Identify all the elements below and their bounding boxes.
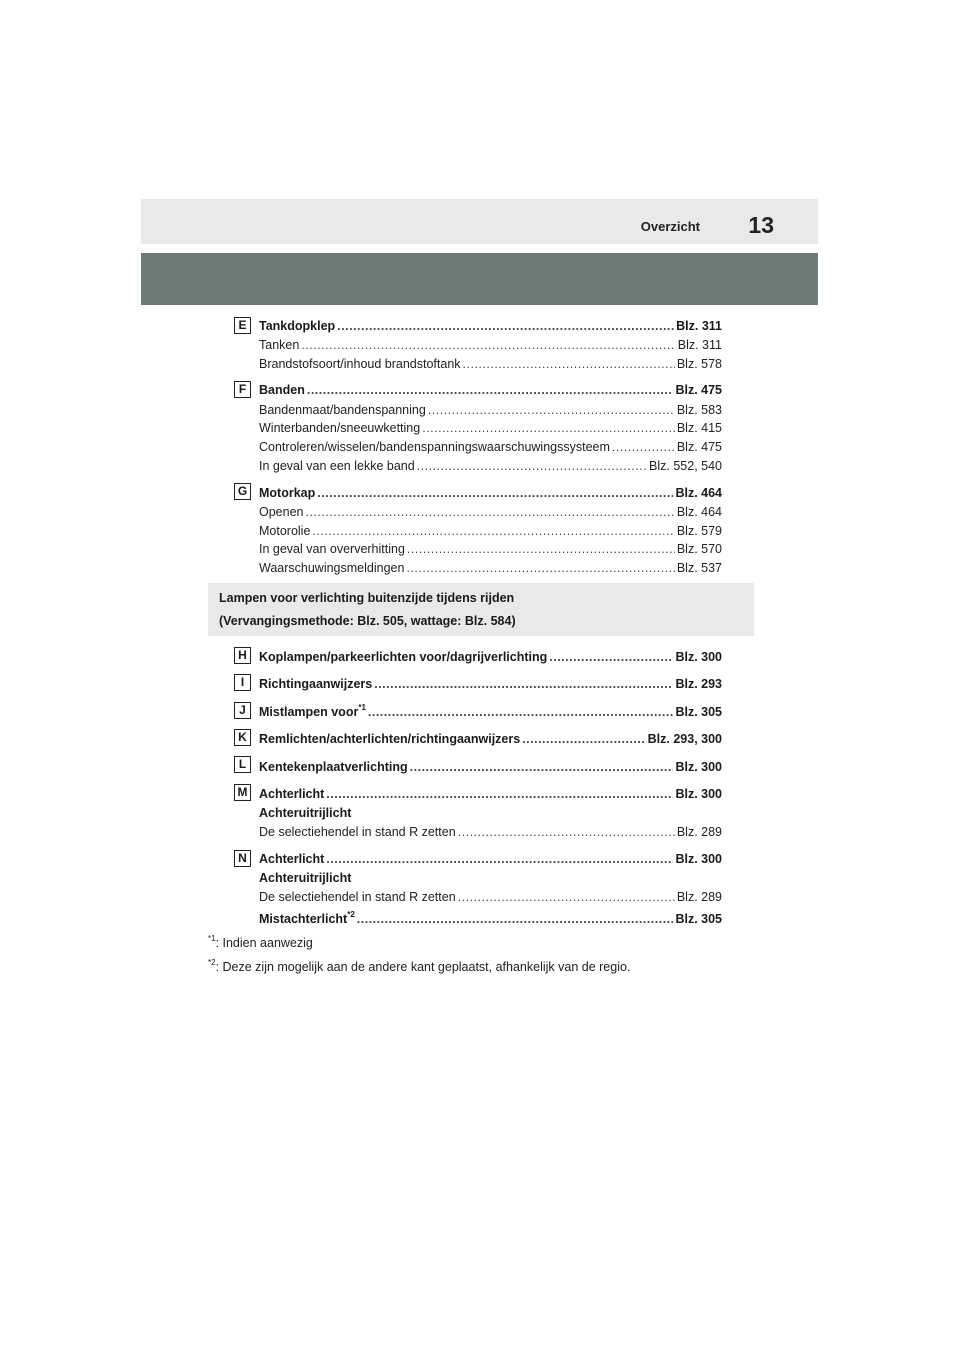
entry-page: Blz. 552, 540 <box>649 459 722 473</box>
leader-dots <box>357 912 674 926</box>
footnote-ref: *2 <box>347 910 355 919</box>
entry-page: Blz. 537 <box>676 561 722 575</box>
entry-label: De selectiehendel in stand R zetten <box>259 825 456 839</box>
entry-main <box>259 912 722 926</box>
entry-main <box>259 760 722 774</box>
footnote-ref: *1 <box>358 703 366 712</box>
section-letter-i: I <box>234 674 251 691</box>
leader-dots <box>368 705 674 719</box>
page-header <box>141 199 818 244</box>
entry-main <box>259 677 722 691</box>
lamps-box-title: Lampen voor verlichting buitenzijde tijdens rijden <box>219 591 515 605</box>
section-letter-f: F <box>234 381 251 398</box>
entry-label: Brandstofsoort/inhoud brandstoftank <box>259 357 461 371</box>
entry-label: Remlichten/achterlichten/richtingaanwijzers <box>259 732 521 746</box>
entry-page: Blz. 300 <box>675 787 722 801</box>
entry-label: Koplampen/parkeerlichten voor/dagrijverlichting <box>259 650 548 664</box>
entry-label: Achterlicht <box>259 852 325 866</box>
entry-page: Blz. 300 <box>675 760 722 774</box>
entry-page: Blz. 293 <box>675 677 722 691</box>
section-letter-n: N <box>234 850 251 867</box>
entry-main <box>259 319 722 333</box>
lamps-info-box <box>208 583 754 636</box>
leader-dots <box>374 677 673 691</box>
page-number: 13 <box>748 212 774 238</box>
leader-dots <box>305 505 674 519</box>
entry-label: Richtingaanwijzers <box>259 677 373 691</box>
entry-label: Kentekenplaatverlichting <box>259 760 408 774</box>
leader-dots <box>406 561 674 575</box>
entry-label: Controleren/wisselen/bandenspanningswaarschuwingssysteem <box>259 440 610 454</box>
entry-sub <box>259 459 722 473</box>
leader-dots <box>422 421 675 435</box>
leader-dots <box>307 383 674 397</box>
leader-dots <box>317 486 673 500</box>
entry-main <box>259 486 722 500</box>
entry-sub <box>259 505 722 519</box>
entry-page: Blz. 583 <box>676 403 722 417</box>
section-letter-k: K <box>234 729 251 746</box>
footnote-mark: *1 <box>208 934 216 943</box>
entry-label: Winterbanden/sneeuwketting <box>259 421 421 435</box>
entry-label: Achteruitrijlicht <box>259 871 352 885</box>
footnote-text: : Indien aanwezig <box>215 936 313 950</box>
entry-page: Blz. 415 <box>676 421 722 435</box>
footnote-mark: *2 <box>208 958 216 967</box>
entry-sub <box>259 890 722 904</box>
leader-dots <box>326 852 673 866</box>
section-letter-e: E <box>234 317 251 334</box>
leader-dots <box>337 319 674 333</box>
entry-label: Tanken <box>259 338 300 352</box>
leader-dots <box>417 459 647 473</box>
entry-main <box>259 705 722 719</box>
entry-page: Blz. 464 <box>676 505 722 519</box>
entry-page: Blz. 300 <box>675 650 722 664</box>
leader-dots <box>612 440 675 454</box>
entry-label: Achteruitrijlicht <box>259 806 352 820</box>
leader-dots <box>458 825 675 839</box>
entry-main <box>259 787 722 801</box>
entry-label: Motorkap <box>259 486 316 500</box>
footnote-text: : Deze zijn mogelijk aan de andere kant geplaatst, afhankelijk van de regio. <box>215 960 631 974</box>
entry-label <box>259 705 366 719</box>
entry-sub <box>259 440 722 454</box>
entry-page: Blz. 289 <box>676 825 722 839</box>
entry-label: Waarschuwingsmeldingen <box>259 561 405 575</box>
header-title: Overzicht <box>640 219 700 234</box>
entry-page: Blz. 464 <box>675 486 722 500</box>
entry-heading <box>259 806 722 820</box>
entry-page: Blz. 570 <box>676 542 722 556</box>
section-letter-l: L <box>234 756 251 773</box>
header-band <box>141 253 818 305</box>
entry-page: Blz. 311 <box>676 319 722 333</box>
leader-dots <box>326 787 673 801</box>
entry-main <box>259 852 722 866</box>
leader-dots <box>463 357 675 371</box>
entry-main <box>259 650 722 664</box>
footnote <box>208 936 313 950</box>
entry-label-text: Mistachterlicht <box>259 912 348 926</box>
entry-label-text: Mistlampen voor <box>259 705 359 719</box>
entry-sub <box>259 542 722 556</box>
entry-label: Tankdopklep <box>259 319 336 333</box>
entry-page: Blz. 300 <box>675 852 722 866</box>
entry-sub <box>259 403 722 417</box>
leader-dots <box>301 338 675 352</box>
entry-sub <box>259 338 722 352</box>
entry-page: Blz. 293, 300 <box>647 732 722 746</box>
entry-main <box>259 383 722 397</box>
leader-dots <box>312 524 674 538</box>
entry-page: Blz. 475 <box>675 383 722 397</box>
entry-label: Banden <box>259 383 305 397</box>
section-letter-j: J <box>234 702 251 719</box>
leader-dots <box>428 403 675 417</box>
entry-label: Motorolie <box>259 524 311 538</box>
entry-page: Blz. 305 <box>675 705 722 719</box>
footnote <box>208 960 630 974</box>
entry-page: Blz. 475 <box>676 440 722 454</box>
entry-sub <box>259 524 722 538</box>
entry-page: Blz. 579 <box>676 524 722 538</box>
entry-heading <box>259 871 722 885</box>
section-letter-h: H <box>234 647 251 664</box>
entry-page: Blz. 305 <box>675 912 722 926</box>
leader-dots <box>407 542 675 556</box>
entry-label: Achterlicht <box>259 787 325 801</box>
leader-dots <box>549 650 673 664</box>
leader-dots <box>410 760 674 774</box>
leader-dots <box>522 732 645 746</box>
entry-sub <box>259 357 722 371</box>
entry-page: Blz. 578 <box>676 357 722 371</box>
entry-sub <box>259 825 722 839</box>
entry-sub <box>259 421 722 435</box>
entry-label: De selectiehendel in stand R zetten <box>259 890 456 904</box>
entry-page: Blz. 311 <box>677 338 722 352</box>
section-letter-g: G <box>234 483 251 500</box>
entry-label: In geval van een lekke band <box>259 459 415 473</box>
lamps-box-subtitle: (Vervangingsmethode: Blz. 505, wattage: Blz. 584) <box>219 614 516 628</box>
entry-main <box>259 732 722 746</box>
entry-label: In geval van oververhitting <box>259 542 405 556</box>
entry-label: Openen <box>259 505 304 519</box>
entry-label: Bandenmaat/bandenspanning <box>259 403 426 417</box>
leader-dots <box>458 890 675 904</box>
entry-label <box>259 912 355 926</box>
entry-sub <box>259 561 722 575</box>
entry-page: Blz. 289 <box>676 890 722 904</box>
section-letter-m: M <box>234 784 251 801</box>
